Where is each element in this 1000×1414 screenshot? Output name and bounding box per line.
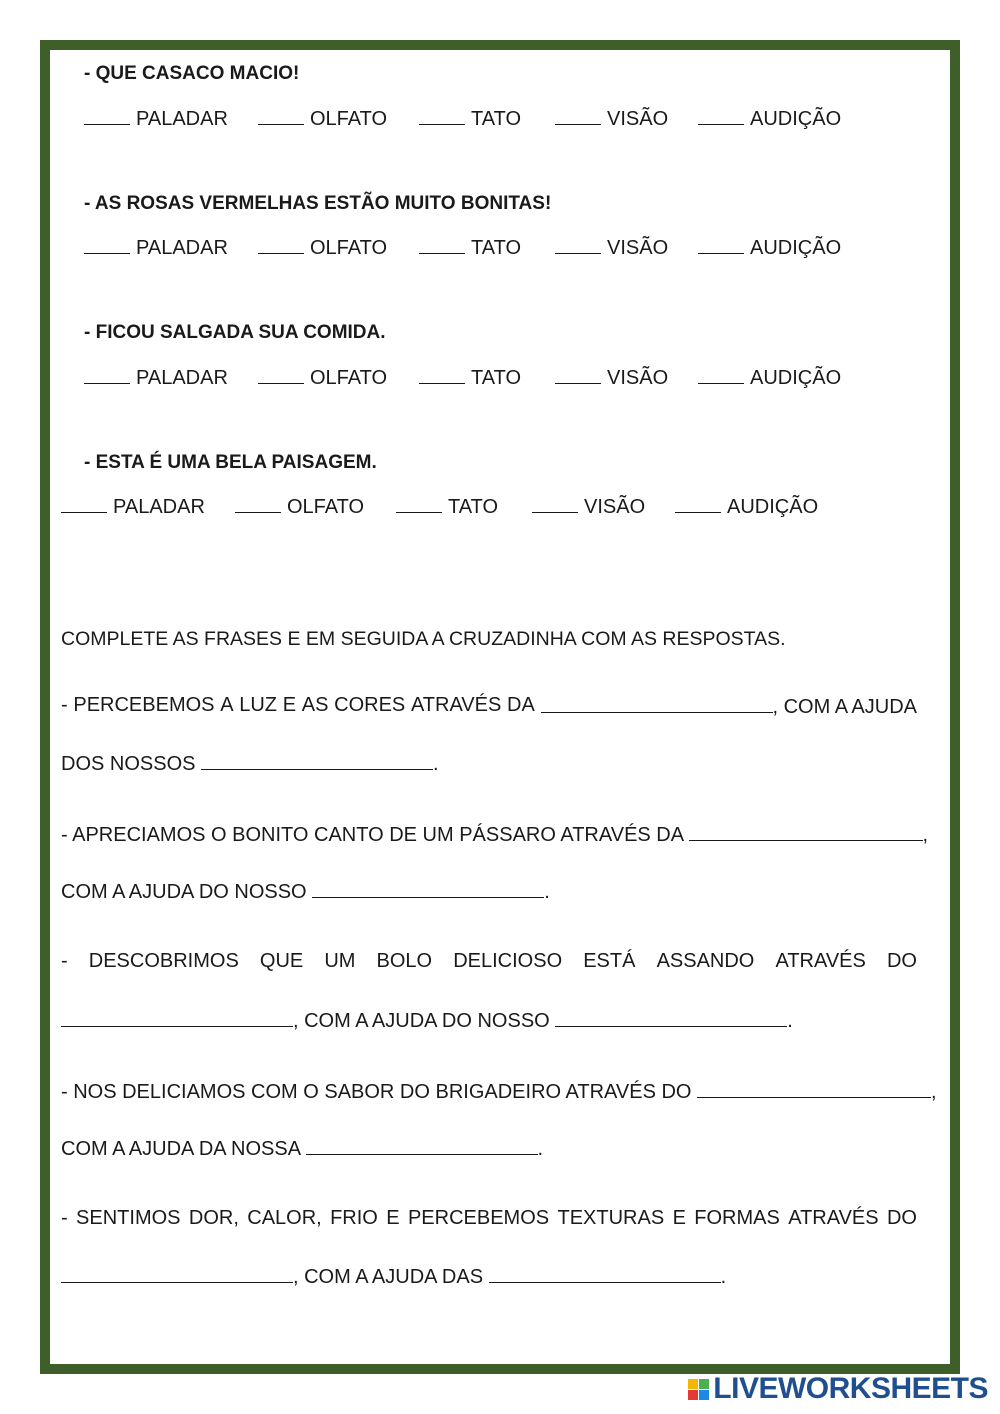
answer-blank[interactable] (419, 235, 465, 254)
answer-blank[interactable] (419, 365, 465, 384)
choice-olfato[interactable]: OLFATO (258, 235, 387, 260)
answer-blank[interactable] (312, 879, 544, 898)
choice-tato[interactable]: TATO (419, 365, 521, 390)
choice-audicao[interactable]: AUDIÇÃO (698, 106, 841, 131)
choice-audicao[interactable]: AUDIÇÃO (675, 494, 818, 519)
choice-tato[interactable]: TATO (419, 235, 521, 260)
answer-blank[interactable] (258, 235, 304, 254)
choice-audicao[interactable]: AUDIÇÃO (698, 235, 841, 260)
sentence-line: - SENTIMOS DOR, CALOR, FRIO E PERCEBEMOS TEXTURAS E FORMAS ATRAVÉS DO (61, 1207, 917, 1229)
sentence-line: COM A AJUDA DO NOSSO . (61, 881, 550, 903)
choice-visao[interactable]: VISÃO (532, 494, 645, 519)
answer-blank[interactable] (489, 1264, 721, 1283)
sentence-line: - PERCEBEMOS A LUZ E AS CORES ATRAVÉS DA , COM A AJUDA (61, 694, 917, 718)
choice-olfato[interactable]: OLFATO (258, 365, 387, 390)
answer-blank[interactable] (61, 494, 107, 513)
answer-blank[interactable] (697, 1079, 931, 1098)
exercise-title: - ESTA É UMA BELA PAISAGEM. (84, 452, 377, 473)
answer-blank[interactable] (675, 494, 721, 513)
answer-blank[interactable] (84, 106, 130, 125)
answer-blank[interactable] (258, 365, 304, 384)
sentence-line: - APRECIAMOS O BONITO CANTO DE UM PÁSSARO ATRAVÉS DA , (61, 824, 929, 846)
choice-paladar[interactable]: PALADAR (84, 365, 228, 390)
exercise-title: - AS ROSAS VERMELHAS ESTÃO MUITO BONITAS! (84, 193, 552, 214)
choice-tato[interactable]: TATO (396, 494, 498, 519)
answer-blank[interactable] (84, 365, 130, 384)
choice-visao[interactable]: VISÃO (555, 235, 668, 260)
answer-blank[interactable] (541, 694, 773, 713)
answer-blank[interactable] (555, 106, 601, 125)
choice-visao[interactable]: VISÃO (555, 365, 668, 390)
choice-paladar[interactable]: PALADAR (84, 106, 228, 131)
sentence-line: DOS NOSSOS . (61, 753, 439, 775)
answer-blank[interactable] (419, 106, 465, 125)
answer-blank[interactable] (698, 106, 744, 125)
choice-paladar[interactable]: PALADAR (84, 235, 228, 260)
answer-blank[interactable] (555, 235, 601, 254)
sentence-line: - DESCOBRIMOS QUE UM BOLO DELICIOSO ESTÁ ASSANDO ATRAVÉS DO (61, 950, 917, 972)
answer-blank[interactable] (555, 365, 601, 384)
choice-olfato[interactable]: OLFATO (235, 494, 364, 519)
answer-blank[interactable] (555, 1008, 787, 1027)
answer-blank[interactable] (61, 1264, 293, 1283)
choice-paladar[interactable]: PALADAR (61, 494, 205, 519)
answer-blank[interactable] (84, 235, 130, 254)
exercise-title: - QUE CASACO MACIO! (84, 63, 300, 84)
choice-tato[interactable]: TATO (419, 106, 521, 131)
instruction-text: COMPLETE AS FRASES E EM SEGUIDA A CRUZADINHA COM AS RESPOSTAS. (61, 628, 786, 650)
sentence-line: COM A AJUDA DA NOSSA . (61, 1138, 544, 1160)
answer-blank[interactable] (61, 1008, 293, 1027)
answer-blank[interactable] (306, 1136, 538, 1155)
choice-olfato[interactable]: OLFATO (258, 106, 387, 131)
choice-audicao[interactable]: AUDIÇÃO (698, 365, 841, 390)
sentence-line: - NOS DELICIAMOS COM O SABOR DO BRIGADEIRO ATRAVÉS DO , (61, 1081, 937, 1103)
answer-blank[interactable] (698, 235, 744, 254)
answer-blank[interactable] (396, 494, 442, 513)
sentence-line: , COM A AJUDA DAS . (61, 1264, 917, 1289)
logo-blocks-icon (688, 1379, 709, 1400)
answer-blank[interactable] (258, 106, 304, 125)
logo-text: LIVEWORKSHEETS (713, 1372, 988, 1405)
answer-blank[interactable] (201, 751, 433, 770)
choice-visao[interactable]: VISÃO (555, 106, 668, 131)
answer-blank[interactable] (689, 822, 923, 841)
answer-blank[interactable] (532, 494, 578, 513)
exercise-title: - FICOU SALGADA SUA COMIDA. (84, 322, 386, 343)
answer-blank[interactable] (235, 494, 281, 513)
sentence-line: , COM A AJUDA DO NOSSO . (61, 1008, 917, 1033)
liveworksheets-logo[interactable] (688, 1372, 988, 1406)
answer-blank[interactable] (698, 365, 744, 384)
